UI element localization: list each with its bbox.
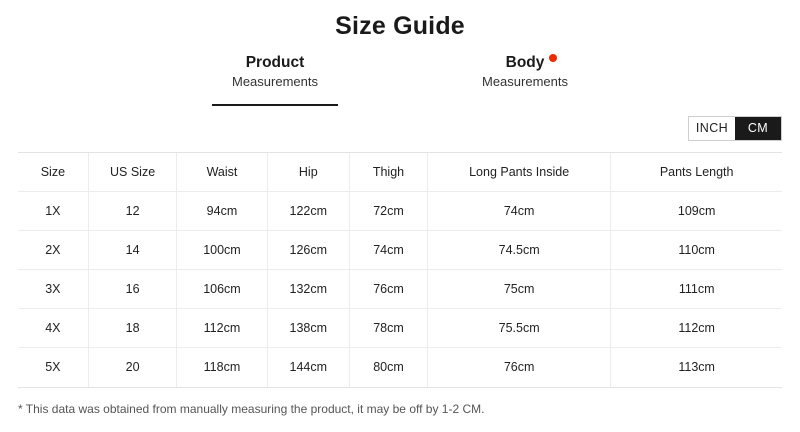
cell-long-pants-inside: 74.5cm xyxy=(427,231,610,270)
cell-pants-length: 111cm xyxy=(611,270,782,309)
cell-long-pants-inside: 76cm xyxy=(427,348,610,387)
cell-pants-length: 109cm xyxy=(611,192,782,231)
cell-pants-length: 112cm xyxy=(611,309,782,348)
cell-us-size: 12 xyxy=(88,192,177,231)
column-header-hip: Hip xyxy=(267,153,350,192)
unit-toggle-row xyxy=(0,116,800,141)
table-row xyxy=(18,270,782,309)
measurement-tabs xyxy=(0,53,800,106)
page-title: Size Guide xyxy=(335,12,465,40)
notification-dot-icon xyxy=(549,54,557,62)
cell-waist: 106cm xyxy=(177,270,267,309)
cell-hip: 132cm xyxy=(267,270,350,309)
cell-hip: 138cm xyxy=(267,309,350,348)
size-table-head xyxy=(18,153,782,192)
tab-body-text: Body xyxy=(505,53,545,71)
column-header-us-size: US Size xyxy=(88,153,177,192)
cell-thigh: 72cm xyxy=(350,192,428,231)
table-row xyxy=(18,309,782,348)
cell-us-size: 20 xyxy=(88,348,177,387)
tab-product-sublabel: Measurements xyxy=(232,73,318,89)
table-row xyxy=(18,192,782,231)
cell-waist: 112cm xyxy=(177,309,267,348)
tab-product-measurements[interactable] xyxy=(213,53,337,106)
column-header-pants-length: Pants Length xyxy=(611,153,782,192)
cell-long-pants-inside: 74cm xyxy=(427,192,610,231)
column-header-long-pants-inside: Long Pants Inside xyxy=(427,153,610,192)
cell-pants-length: 110cm xyxy=(611,231,782,270)
cell-size: 1X xyxy=(18,192,88,231)
cell-thigh: 76cm xyxy=(350,270,428,309)
unit-option-inch[interactable]: INCH xyxy=(689,117,735,140)
column-header-waist: Waist xyxy=(177,153,267,192)
cell-hip: 122cm xyxy=(267,192,350,231)
cell-size: 4X xyxy=(18,309,88,348)
cell-hip: 126cm xyxy=(267,231,350,270)
cell-size: 2X xyxy=(18,231,88,270)
cell-waist: 94cm xyxy=(177,192,267,231)
cell-hip: 144cm xyxy=(267,348,350,387)
size-table-wrapper xyxy=(18,152,782,388)
table-header-row xyxy=(18,153,782,192)
unit-toggle[interactable] xyxy=(688,116,782,141)
table-row xyxy=(18,348,782,387)
cell-waist: 100cm xyxy=(177,231,267,270)
tab-body-label xyxy=(506,53,545,72)
measurement-disclaimer: * This data was obtained from manually measuring the product, it may be off by 1-2 CM. xyxy=(18,401,485,416)
cell-waist: 118cm xyxy=(177,348,267,387)
column-header-thigh: Thigh xyxy=(350,153,428,192)
cell-us-size: 18 xyxy=(88,309,177,348)
column-header-size: Size xyxy=(18,153,88,192)
cell-thigh: 78cm xyxy=(350,309,428,348)
cell-long-pants-inside: 75cm xyxy=(427,270,610,309)
cell-size: 5X xyxy=(18,348,88,387)
size-table xyxy=(18,153,782,387)
cell-us-size: 16 xyxy=(88,270,177,309)
unit-option-cm[interactable]: CM xyxy=(735,117,781,140)
size-table-body xyxy=(18,192,782,387)
cell-us-size: 14 xyxy=(88,231,177,270)
table-row xyxy=(18,231,782,270)
cell-long-pants-inside: 75.5cm xyxy=(427,309,610,348)
tab-body-sublabel: Measurements xyxy=(482,73,568,89)
tab-body-measurements[interactable] xyxy=(463,53,587,106)
cell-thigh: 74cm xyxy=(350,231,428,270)
cell-pants-length: 113cm xyxy=(678,360,715,375)
cell-thigh: 80cm xyxy=(350,348,428,387)
tab-product-label: Product xyxy=(245,53,305,71)
cell-size: 3X xyxy=(18,270,88,309)
